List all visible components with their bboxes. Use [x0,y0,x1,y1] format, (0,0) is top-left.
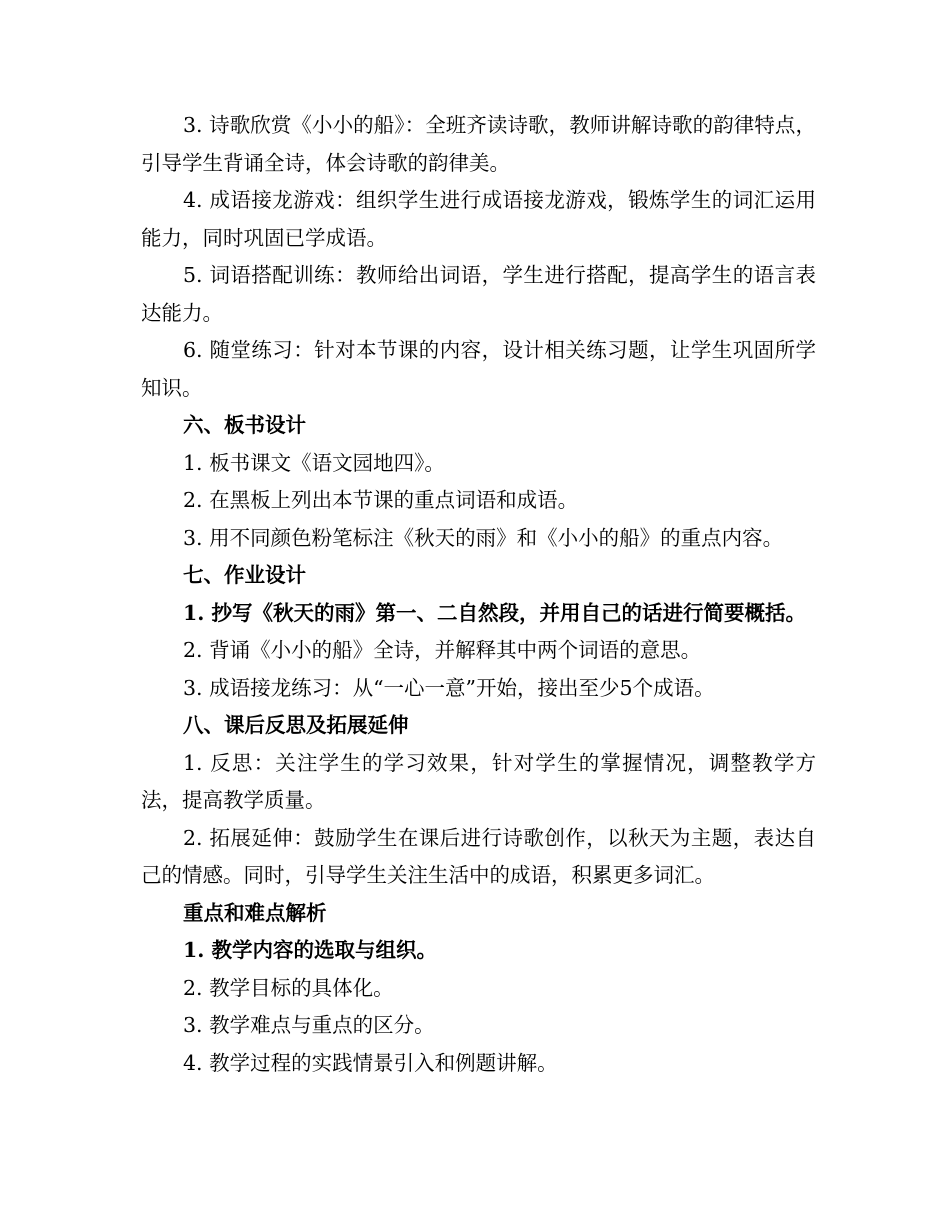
paragraph-poem-appreciation: 3. 诗歌欣赏《小小的船》：全班齐读诗歌，教师讲解诗歌的韵律特点，引导学生背诵全诗，体会诗歌的韵律美。 [141,113,816,175]
section-heading-key-points: 重点和难点解析 [183,900,327,925]
list-item: 2. 在黑板上列出本节课的重点词语和成语。 [183,488,579,512]
list-item: 3. 教学难点与重点的区分。 [183,1013,435,1037]
section-heading-blackboard: 六、板书设计 [183,413,306,437]
paragraph-word-matching: 5. 词语搭配训练：教师给出词语，学生进行搭配，提高学生的语言表达能力。 [141,263,816,325]
paragraph-extension: 2. 拓展延伸：鼓励学生在课后进行诗歌创作，以秋天为主题，表达自己的情感。同时，引导学生关注生活中的成语，积累更多词汇。 [141,825,816,887]
list-item: 2. 教学目标的具体化。 [183,975,394,1000]
section-heading-reflection: 八、课后反思及拓展延伸 [183,713,409,737]
list-item: 1. 板书课文《语文园地四》。 [183,450,445,475]
section-heading-homework: 七、作业设计 [183,563,306,587]
document-page [141,107,816,1082]
list-item: 2. 背诵《小小的船》全诗，并解释其中两个词语的意思。 [183,638,702,662]
list-item: 3. 成语接龙练习：从“一心一意”开始，接出至少5个成语。 [183,675,715,700]
paragraph-homework-copy: 1. 抄写《秋天的雨》第一、二自然段，并用自己的话进行简要概括。 [183,600,807,625]
paragraph-class-exercise: 6. 随堂练习：针对本节课的内容，设计相关练习题，让学生巩固所学知识。 [141,338,816,400]
paragraph-reflection: 1. 反思：关注学生的学习效果，针对学生的掌握情况，调整教学方法，提高教学质量。 [141,750,816,812]
list-item: 3. 用不同颜色粉笔标注《秋天的雨》和《小小的船》的重点内容。 [183,525,784,550]
key-point-item-bold: 1. 教学内容的选取与组织。 [183,938,438,962]
list-item: 4. 教学过程的实践情景引入和例题讲解。 [183,1050,558,1075]
paragraph-idiom-game: 4. 成语接龙游戏：组织学生进行成语接龙游戏，锻炼学生的词汇运用能力，同时巩固已学成语。 [141,188,816,250]
